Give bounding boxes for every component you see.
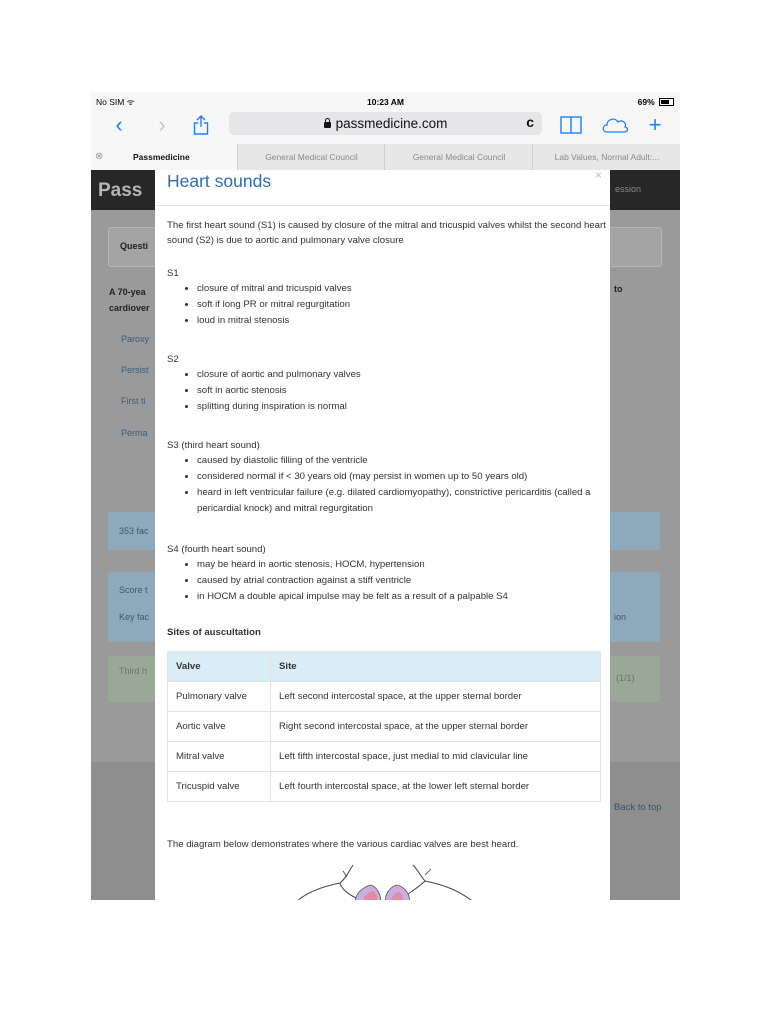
s3-heading: S3 (third heart sound) xyxy=(167,440,260,451)
s4-section xyxy=(167,542,607,605)
list-item: • closure of aortic and pulmonary valves xyxy=(197,367,607,383)
answer-option: Perma xyxy=(121,428,148,438)
question-stem: A 70-yea cardiover xyxy=(109,287,150,313)
s2-heading: S2 xyxy=(167,354,179,365)
table-row: Mitral valve Left fifth intercostal space, just medial to mid clavicular line xyxy=(168,742,601,772)
list-item: • loud in mitral stenosis xyxy=(197,313,607,329)
question-header: Questi xyxy=(108,227,662,267)
answer-option: First ti xyxy=(121,396,146,406)
list-item: • caused by diastolic filling of the ventricle xyxy=(197,453,607,469)
wifi-icon: ᯤ xyxy=(126,97,135,107)
session-link: ession xyxy=(615,184,642,194)
question-stem-right: to xyxy=(614,284,623,294)
address-bar[interactable] xyxy=(229,112,542,135)
tab-lab-values[interactable]: Lab Values, Normal Adult:... xyxy=(532,144,680,170)
share-icon[interactable] xyxy=(189,111,213,139)
plus-icon[interactable]: + xyxy=(648,112,662,137)
chevron-left-icon[interactable]: ‹ xyxy=(115,112,123,137)
list-item: • soft if long PR or mitral regurgitation xyxy=(197,297,607,313)
score-panel: Score t Key fac ion xyxy=(108,572,660,642)
tab-gmc-1[interactable]: General Medical Council xyxy=(237,144,385,170)
list-item: • considered normal if < 30 years old (may persist in women up to 50 years old) xyxy=(197,469,607,485)
s3-section xyxy=(167,438,607,517)
ipad-screen xyxy=(91,92,680,900)
auscultation-table xyxy=(167,651,601,802)
clock: 10:23 AM xyxy=(366,97,404,107)
table-row: Aortic valve Right second intercostal space, at the upper sternal border xyxy=(168,712,601,742)
table-row: Pulmonary valve Left second intercostal space, at the upper sternal border xyxy=(168,682,601,712)
intro-paragraph: The first heart sound (S1) is caused by closure of the mitral and tricuspid valves whilst the second heart sound (S2) is due to aortic and pulmonary valve closure xyxy=(167,220,606,246)
modal-title: Heart sounds xyxy=(167,171,272,191)
heart-sounds-modal xyxy=(155,170,610,900)
carrier-label: No SIM ᯤ xyxy=(96,97,135,107)
s1-heading: S1 xyxy=(167,268,179,279)
answer-option: Persist xyxy=(121,365,149,375)
battery-status: 69% xyxy=(638,97,674,107)
sites-heading: Sites of auscultation xyxy=(167,627,261,638)
status-bar xyxy=(91,92,680,110)
related-panel: Third h (1/1) xyxy=(108,656,660,702)
url-text: passmedicine.com xyxy=(335,116,448,131)
lock-icon xyxy=(324,122,331,128)
list-item: • may be heard in aortic stenosis, HOCM, hypertension xyxy=(197,557,607,573)
close-tab-icon[interactable]: ⊗ xyxy=(95,151,104,162)
s4-heading: S4 (fourth heart sound) xyxy=(167,544,266,555)
chevron-right-icon[interactable]: › xyxy=(158,112,166,137)
list-item: • soft in aortic stenosis xyxy=(197,383,607,399)
column-header: Valve xyxy=(168,652,271,682)
battery-icon xyxy=(659,98,674,106)
tab-gmc-2[interactable]: General Medical Council xyxy=(384,144,533,170)
s2-section xyxy=(167,352,607,415)
tab-passmedicine[interactable]: ⊗ Passmedicine xyxy=(91,144,237,170)
list-item: • closure of mitral and tricuspid valves xyxy=(197,281,607,297)
list-item: • heard in left ventricular failure (e.g. dilated cardiomyopathy), constrictive pericarditis (called a pericardial knock) and mitral regurgitation xyxy=(197,485,607,517)
back-to-top-link: Back to top xyxy=(614,802,662,813)
book-icon[interactable] xyxy=(559,111,583,139)
list-item: • splitting during inspiration is normal xyxy=(197,399,607,415)
list-item: • in HOCM a double apical impulse may be felt as a result of a palpable S4 xyxy=(197,589,607,605)
table-row: Tricuspid valve Left fourth intercostal space, at the lower left sternal border xyxy=(168,772,601,802)
cloud-icon[interactable] xyxy=(600,111,630,139)
tab-bar xyxy=(91,144,680,171)
heart-valve-diagram xyxy=(285,863,475,900)
diagram-caption: The diagram below demonstrates where the various cardiac valves are best heard. xyxy=(167,839,519,850)
s1-section xyxy=(167,266,607,329)
divider xyxy=(155,205,610,206)
reload-icon[interactable]: c xyxy=(526,114,534,130)
site-logo: Pass xyxy=(98,180,143,201)
close-icon[interactable]: × xyxy=(594,170,602,182)
table-header-row xyxy=(168,652,601,682)
safari-toolbar xyxy=(91,110,680,142)
feedback-panel: 353 fac xyxy=(108,512,660,550)
answer-option: Paroxy xyxy=(121,334,150,344)
list-item: • caused by atrial contraction against a stiff ventricle xyxy=(197,573,607,589)
column-header: Site xyxy=(271,652,601,682)
